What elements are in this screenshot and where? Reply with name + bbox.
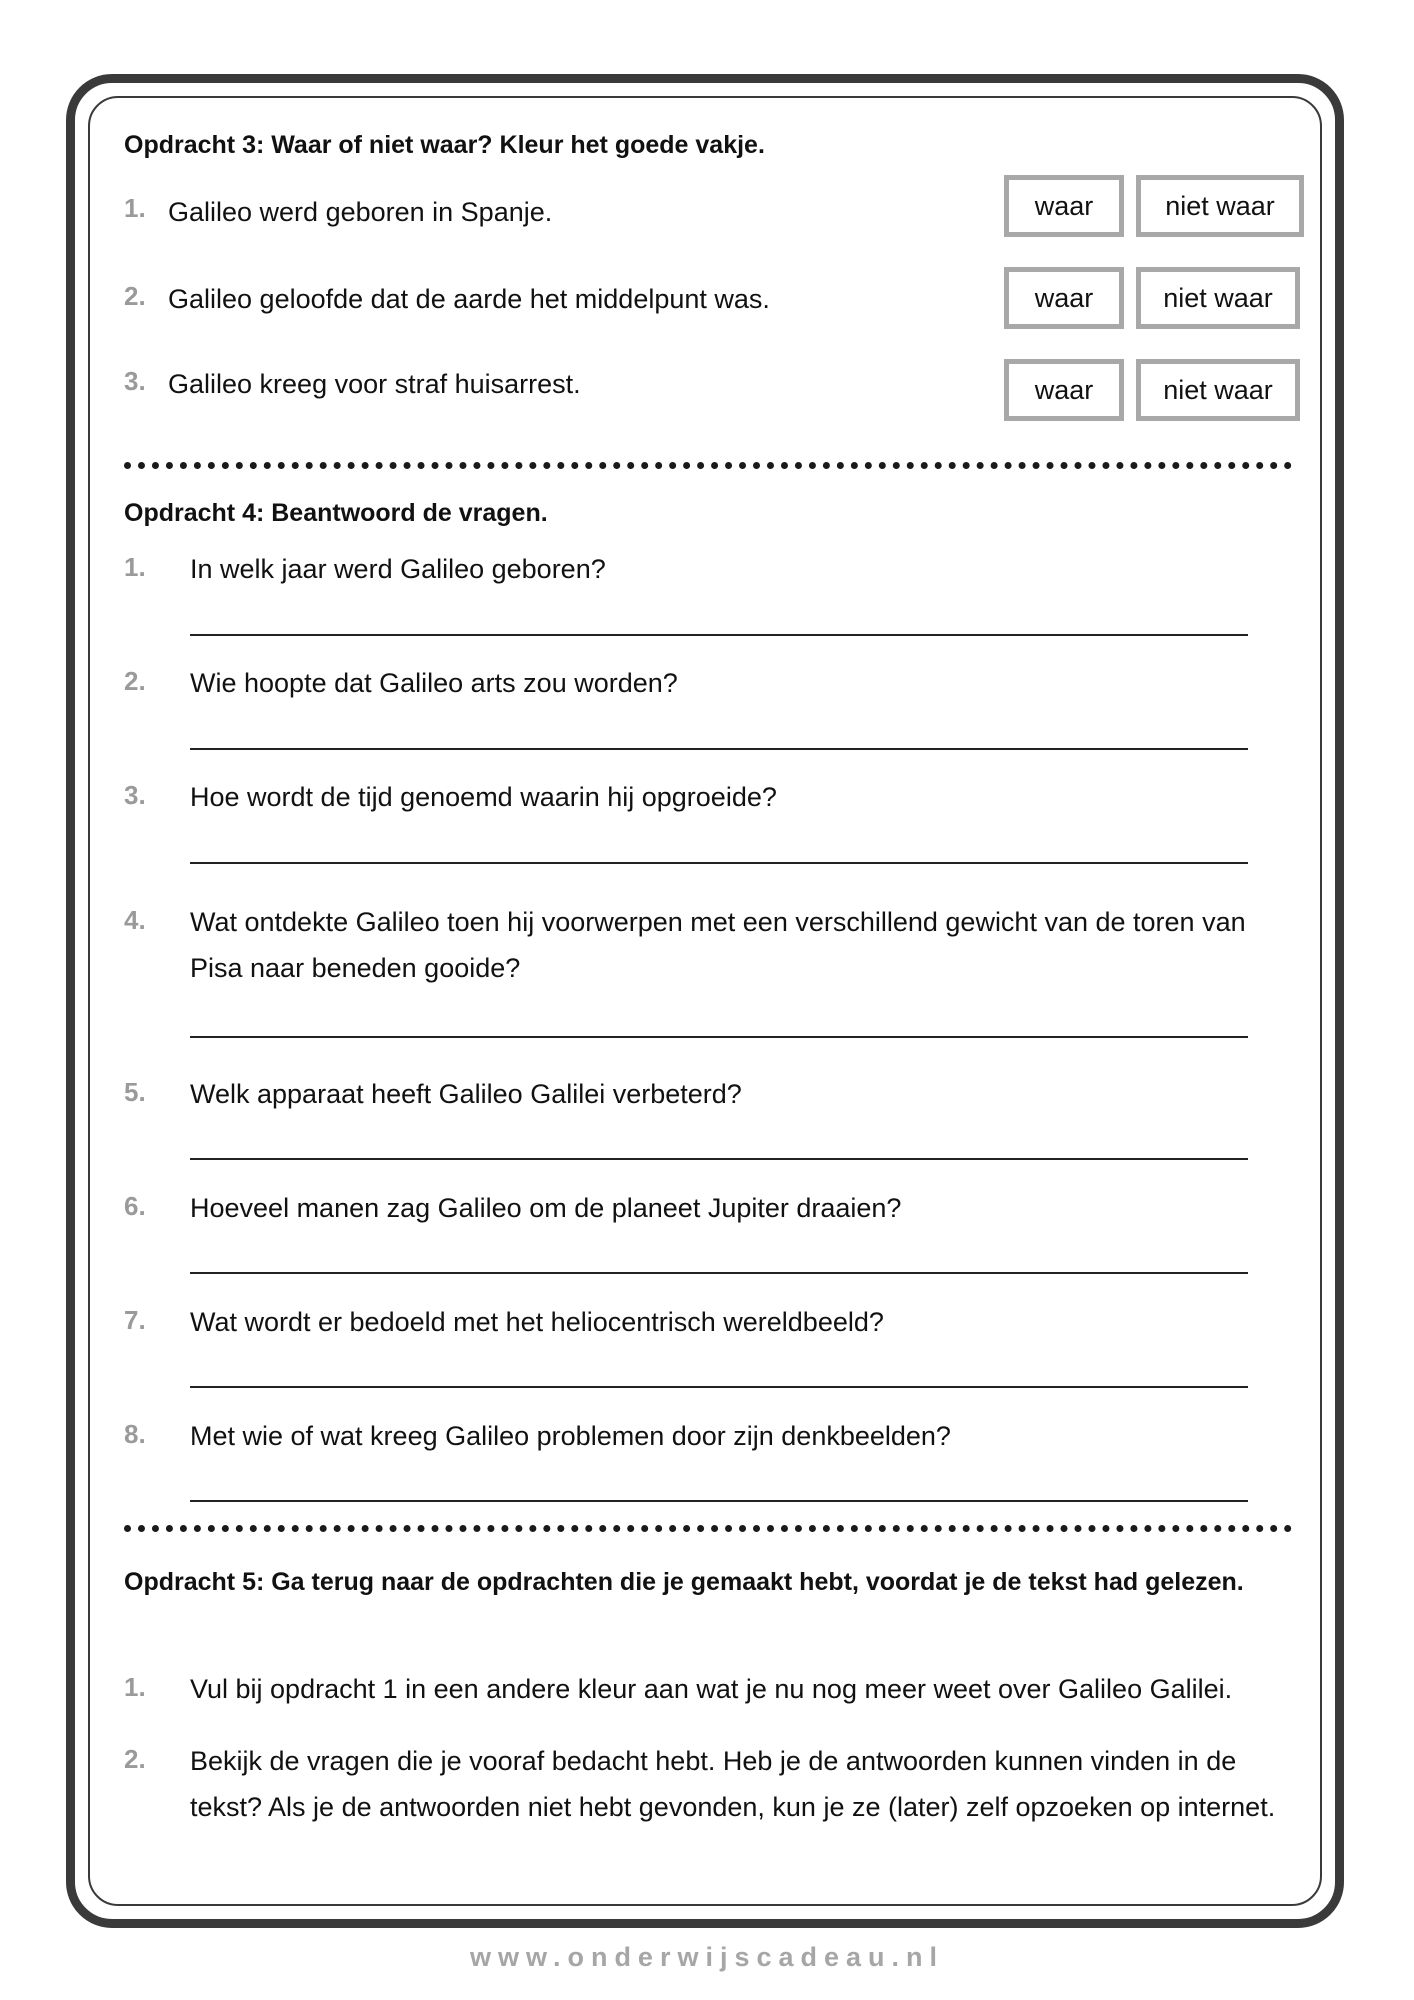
question-text: Wie hoopte dat Galileo arts zou worden? — [190, 668, 678, 698]
question-number: 3. — [124, 780, 146, 810]
opdracht5-item-number: 2. — [124, 1744, 146, 1774]
footer-website: www.onderwijscadeau.nl — [469, 1942, 945, 1972]
opdracht5-item-number: 1. — [124, 1672, 146, 1702]
question-text: Met wie of wat kreeg Galileo problemen door zijn denkbeelden? — [190, 1421, 951, 1451]
question-text: Wat wordt er bedoeld met het heliocentrisch wereldbeeld? — [190, 1307, 884, 1337]
answer-line[interactable] — [190, 1500, 1248, 1502]
question-number: 5. — [124, 1077, 146, 1107]
question-text: Wat ontdekte Galileo toen hij voorwerpen met een verschillend gewicht van de toren van Pisa naar beneden gooide? — [190, 907, 1246, 983]
question-number: 2. — [124, 666, 146, 696]
question-number: 7. — [124, 1305, 146, 1335]
opdracht5-item-text: Bekijk de vragen die je vooraf bedacht hebt. Heb je de antwoorden kunnen vinden in de tekst? Als je de antwoorden niet hebt gevonden, kun je ze (later) zelf opzoeken op internet. — [190, 1746, 1276, 1822]
answer-line[interactable] — [190, 634, 1248, 636]
opdracht3-statement: Galileo kreeg voor straf huisarrest. — [168, 369, 581, 399]
opdracht5-heading: Opdracht 5: Ga terug naar de opdrachten die je gemaakt hebt, voordat je de tekst had gelezen. — [124, 1568, 1244, 1596]
opdracht3-item-number: 1. — [124, 193, 146, 223]
question-number: 1. — [124, 552, 146, 582]
section-divider — [124, 1525, 1292, 1532]
opdracht4-heading: Opdracht 4: Beantwoord de vragen. — [124, 499, 548, 527]
question-text: Hoeveel manen zag Galileo om de planeet Jupiter draaien? — [190, 1193, 902, 1223]
opdracht3-heading: Opdracht 3: Waar of niet waar? Kleur het goede vakje. — [124, 131, 765, 159]
opdracht3-item-number: 3. — [124, 366, 146, 396]
waar-box[interactable]: waar — [1004, 359, 1124, 421]
section-divider — [124, 462, 1292, 469]
answer-line[interactable] — [190, 862, 1248, 864]
waar-box[interactable]: waar — [1004, 175, 1124, 237]
opdracht5-item-text: Vul bij opdracht 1 in een andere kleur aan wat je nu nog meer weet over Galileo Galilei. — [190, 1674, 1233, 1704]
question-number: 8. — [124, 1419, 146, 1449]
answer-line[interactable] — [190, 1158, 1248, 1160]
question-number: 4. — [124, 905, 146, 935]
opdracht3-statement: Galileo werd geboren in Spanje. — [168, 197, 553, 227]
question-text: In welk jaar werd Galileo geboren? — [190, 554, 606, 584]
answer-line[interactable] — [190, 748, 1248, 750]
answer-line[interactable] — [190, 1272, 1248, 1274]
answer-line[interactable] — [190, 1036, 1248, 1038]
waar-box[interactable]: waar — [1004, 267, 1124, 329]
question-number: 6. — [124, 1191, 146, 1221]
question-text: Hoe wordt de tijd genoemd waarin hij opgroeide? — [190, 782, 777, 812]
question-text: Welk apparaat heeft Galileo Galilei verbeterd? — [190, 1079, 742, 1109]
opdracht3-item-number: 2. — [124, 281, 146, 311]
niet-waar-box[interactable]: niet waar — [1136, 359, 1300, 421]
opdracht3-statement: Galileo geloofde dat de aarde het middelpunt was. — [168, 284, 770, 314]
niet-waar-box[interactable]: niet waar — [1136, 175, 1304, 237]
niet-waar-box[interactable]: niet waar — [1136, 267, 1300, 329]
answer-line[interactable] — [190, 1386, 1248, 1388]
